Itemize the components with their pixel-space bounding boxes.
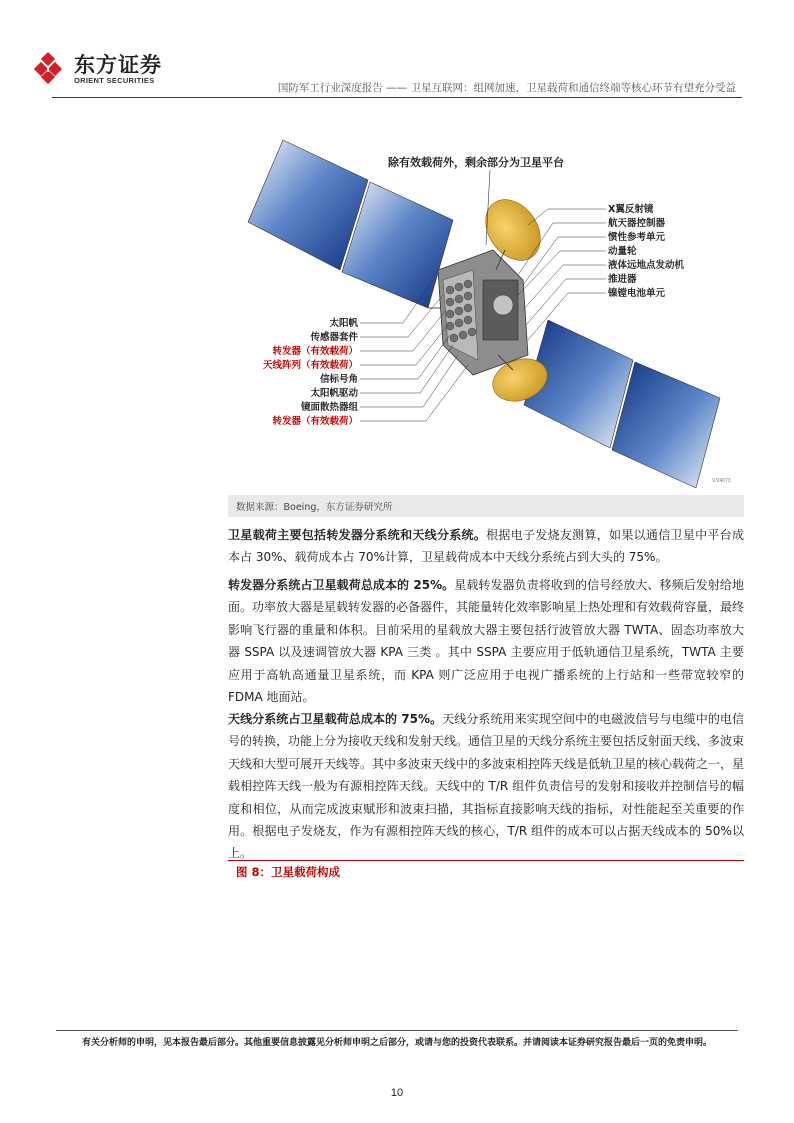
label-liquid-apogee-engine: 液体远地点发动机 — [608, 260, 685, 271]
label-transponder-payload-2: 转发器（有效载荷） — [272, 416, 358, 427]
logo-en-text: ORIENT SECURITIES — [74, 75, 155, 85]
satellite-illustration — [228, 130, 744, 492]
right-solar-array — [524, 320, 720, 488]
footer-disclaimer: 有关分析师的申明，见本报告最后部分。其他重要信息披露见分析师申明之后部分，或请与您的投资代表联系。并请阅读本证券研究报告最后一页的免责申明。 — [81, 1038, 712, 1048]
page-number: 10 — [390, 1087, 404, 1099]
label-nickel-battery: 镍镗电池单元 — [608, 288, 666, 299]
logo-diamond-icon — [34, 52, 68, 86]
label-antenna-array-payload: 天线阵列（有效载荷） — [262, 360, 358, 371]
report-header-title: 国防军工行业深度报告 —— 卫星互联网：组网加速，卫星载荷和通信终端等核心环节有望充分受益 — [277, 82, 736, 94]
label-x-wing-reflector: X翼反射镜 — [608, 204, 654, 215]
source-bar — [228, 495, 744, 517]
label-mirror-radiator: 镜面散热器组 — [300, 402, 358, 413]
label-solar-sail: 太阳帆 — [329, 318, 358, 329]
label-beacon-horn: 信标号角 — [319, 374, 358, 385]
satellite-diagram — [228, 130, 744, 492]
label-inertial-reference-unit: 惯性参考单元 — [608, 232, 666, 243]
left-callouts — [263, 280, 468, 427]
label-momentum-wheel: 动量轮 — [608, 246, 637, 257]
paragraph-2-body: 星载转发器负责将收到的信号经放大、移频后发射给地面。功率放大器是星载转发器的必备器件，其能量转化效率影响星上热处理和有效载荷容量，最终影响飞行器的重量和体积。目前采用的星载放大器主要包括行波管放大器 TWTA、固态功率放大器 SSPA 以及速调管放大器 KPA 三类 。其中 SSPA 主要应用于低轨通信卫星系统，TWTA 主要应用于高轨高通量卫星系统，而 KPA 则广泛应用于电视广播系统的上行站和一些带宽较窄的 FDMA 地面站。 — [228, 578, 745, 705]
label-transponder-payload: 转发器（有效载荷） — [272, 346, 358, 357]
paragraph-3-lead: 天线分系统占卫星载荷总成本的 75%。 — [228, 712, 443, 726]
label-spacecraft-controller: 航天器控制器 — [608, 218, 666, 229]
paragraph-antenna — [228, 708, 744, 865]
paragraph-1-lead: 卫星载荷主要包括转发器分系统和天线分系统。 — [228, 528, 487, 542]
label-sensor-suite: 传感器套件 — [310, 332, 358, 343]
right-callouts — [518, 203, 685, 340]
paragraph-2-lead: 转发器分系统占卫星载荷总成本的 25%。 — [228, 578, 455, 592]
paragraph-3-body: 天线分系统用来实现空间中的电磁波信号与电缆中的电信号的转换，功能上分为接收天线和发射天线。通信卫星的天线分系统主要包括反射面天线、多波束天线和大型可展开天线等。其中多波束天线中的多波束相控阵天线是低轨卫星的核心载荷之一，星载相控阵天线一般为有源相控阵天线。天线中的 T/R 组件负责信号的发射和接收并控制信号的幅度和相位，从而完成波束赋形和波束扫描，其指标直接影响天线的指标，对性能起至关重要的作用。根据电子发烧友，作为有源相控阵天线的核心，T/R 组件的成本可以占据天线成本的 50%以上。 — [228, 712, 745, 861]
paragraph-1-body: 根据电子发烧友测算，如果以通信卫星中平台成本占 30%、载荷成本占 70%计算，卫星载荷成本中天线分系统占到大头的 75%。 — [228, 528, 744, 565]
figure-source: 数据来源：Boeing，东方证券研究所 — [236, 502, 393, 513]
header-divider — [52, 97, 742, 98]
logo-cn-text: 东方证券 — [74, 52, 162, 77]
satellite-bus — [438, 250, 528, 375]
figure-caption: 图 8：卫星载荷构成 — [236, 865, 341, 879]
company-logo — [34, 52, 162, 86]
label-solar-sail-drive: 太阳帆驱动 — [310, 388, 358, 399]
footer-divider — [56, 1030, 738, 1031]
diagram-top-label: 除有效载荷外，剩余部分为卫星平台 — [388, 156, 564, 169]
paragraph-payload-overview — [228, 524, 744, 569]
paragraph-transponder — [228, 574, 744, 708]
figure-caption-divider — [228, 860, 744, 861]
image-code: V/24073 — [712, 478, 731, 484]
label-thruster: 推进器 — [608, 274, 637, 285]
